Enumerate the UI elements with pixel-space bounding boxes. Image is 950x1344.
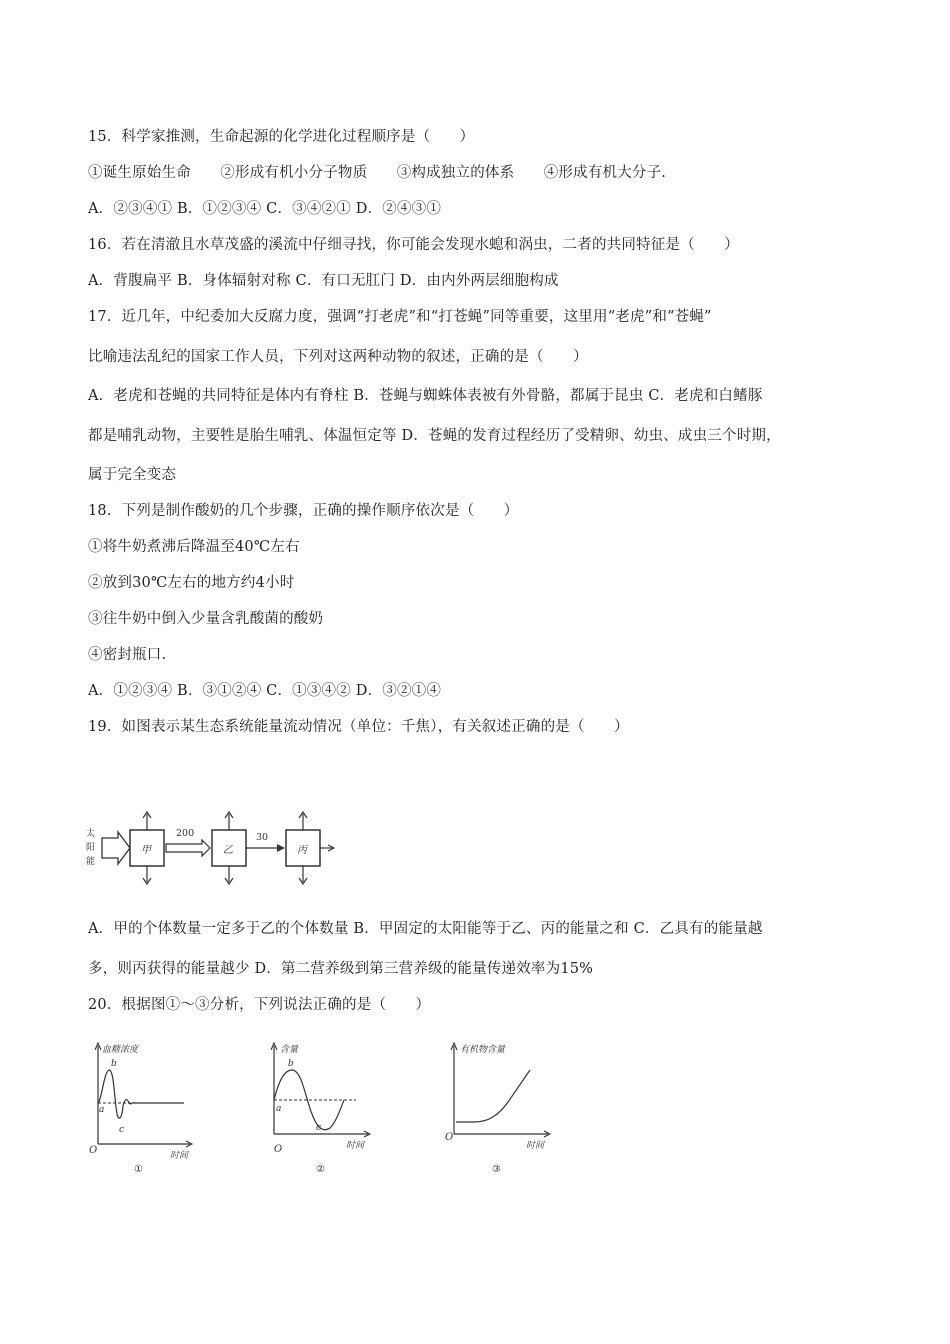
svg-text:血糖浓度: 血糖浓度 bbox=[102, 1045, 139, 1055]
graph-3-caption: ③ bbox=[492, 1164, 501, 1175]
q18-options: A．①②③④ B．③①②④ C．①③④② D．③②①④ bbox=[88, 683, 442, 699]
graph-1-caption: ① bbox=[134, 1164, 143, 1175]
q15-options: A．②③④① B．①②③④ C．③④②① D．②④③① bbox=[88, 201, 442, 217]
box-yi-label: 乙 bbox=[223, 845, 233, 856]
q15-items: ①诞生原始生命 ②形成有机小分子物质 ③构成独立的体系 ④形成有机大分子. bbox=[88, 165, 667, 181]
box-bing-label: 丙 bbox=[297, 845, 307, 856]
q18-step3: ③往牛奶中倒入少量含乳酸菌的酸奶 bbox=[88, 611, 324, 627]
flow-value-2: 30 bbox=[256, 832, 269, 843]
graph-1-blood-sugar bbox=[86, 1040, 196, 1178]
svg-text:含量: 含量 bbox=[280, 1045, 299, 1055]
q15-stem: 15．科学家推测，生命起源的化学进化过程顺序是（ ） bbox=[88, 129, 475, 145]
q19-stem: 19．如图表示某生态系统能量流动情况（单位：千焦），有关叙述正确的是（ ） bbox=[88, 719, 629, 735]
sun-input-arrow bbox=[102, 832, 130, 864]
graph-2-content bbox=[264, 1040, 374, 1178]
svg-text:时间: 时间 bbox=[526, 1141, 545, 1151]
svg-text:O: O bbox=[89, 1145, 98, 1156]
q18-step2: ②放到30℃左右的地方约4小时 bbox=[88, 575, 295, 591]
svg-text:有机物含量: 有机物含量 bbox=[460, 1045, 506, 1055]
q18-step4: ④密封瓶口. bbox=[88, 647, 167, 663]
svg-text:a: a bbox=[276, 1104, 282, 1114]
box-jia-label: 甲 bbox=[141, 845, 151, 856]
svg-text:a: a bbox=[99, 1105, 105, 1115]
q16-options: A．背腹扁平 B．身体辐射对称 C．有口无肛门 D．由内外两层细胞构成 bbox=[88, 273, 559, 289]
q17-stem-line2: 比喻违法乱纪的国家工作人员，下列对这两种动物的叙述，正确的是（ ） bbox=[88, 349, 588, 365]
q18-stem: 18．下列是制作酸奶的几个步骤，正确的操作顺序依次是（ ） bbox=[88, 503, 519, 519]
q16-stem: 16．若在清澈且水草茂盛的溪流中仔细寻找，你可能会发现水螅和涡虫，二者的共同特征是（ ） bbox=[88, 237, 739, 253]
organic-matter-curve bbox=[456, 1070, 530, 1122]
q17-options-line2: 都是哺乳动物，主要牲是胎生哺乳、体温恒定等 D．苍蝇的发育过程经历了受精卵、幼虫、成虫三个时期， bbox=[88, 428, 781, 444]
svg-text:c: c bbox=[119, 1125, 125, 1135]
q17-options-line1: A．老虎和苍蝇的共同特征是体内有脊柱 B．苍蝇与蜘蛛体表被有外骨骼，都属于昆虫 C．老虎和白鳍豚 bbox=[88, 388, 763, 404]
flow-arrow-1 bbox=[166, 840, 210, 856]
svg-text:时间: 时间 bbox=[170, 1151, 189, 1161]
graph-2-caption: ② bbox=[316, 1164, 325, 1175]
q19-options-line1: A．甲的个体数量一定多于乙的个体数量 B．甲固定的太阳能等于乙、丙的能量之和 C．乙具有的能量越 bbox=[88, 921, 763, 937]
q19-options-line2: 多，则丙获得的能量越少 D．第二营养级到第三营养级的能量传递效率为15% bbox=[88, 961, 594, 977]
blood-sugar-curve bbox=[98, 1070, 184, 1118]
q17-stem-line1: 17．近几年，中纪委加大反腐力度，强调“打老虎”和“打苍蝇”同等重要，这里用“老虎”和“苍蝇” bbox=[88, 309, 712, 325]
svg-text:太: 太 bbox=[86, 829, 96, 839]
q18-step1: ①将牛奶煮沸后降温至40℃左右 bbox=[88, 539, 300, 555]
energy-flow-diagram bbox=[84, 806, 354, 888]
q17-options-line3: 属于完全变态 bbox=[88, 467, 177, 483]
svg-text:O: O bbox=[274, 1144, 283, 1155]
sun-energy-label bbox=[86, 827, 95, 867]
svg-text:O: O bbox=[445, 1132, 454, 1143]
svg-text:阳: 阳 bbox=[86, 843, 96, 853]
svg-text:时间: 时间 bbox=[346, 1141, 365, 1151]
graph-3-organic-matter bbox=[444, 1040, 554, 1178]
svg-text:b: b bbox=[288, 1059, 294, 1069]
svg-text:b: b bbox=[111, 1059, 117, 1069]
flow-value-1: 200 bbox=[176, 828, 195, 839]
q20-stem: 20．根据图①～③分析，下列说法正确的是（ ） bbox=[88, 997, 431, 1013]
svg-text:c: c bbox=[316, 1123, 322, 1133]
svg-text:能: 能 bbox=[86, 857, 96, 867]
